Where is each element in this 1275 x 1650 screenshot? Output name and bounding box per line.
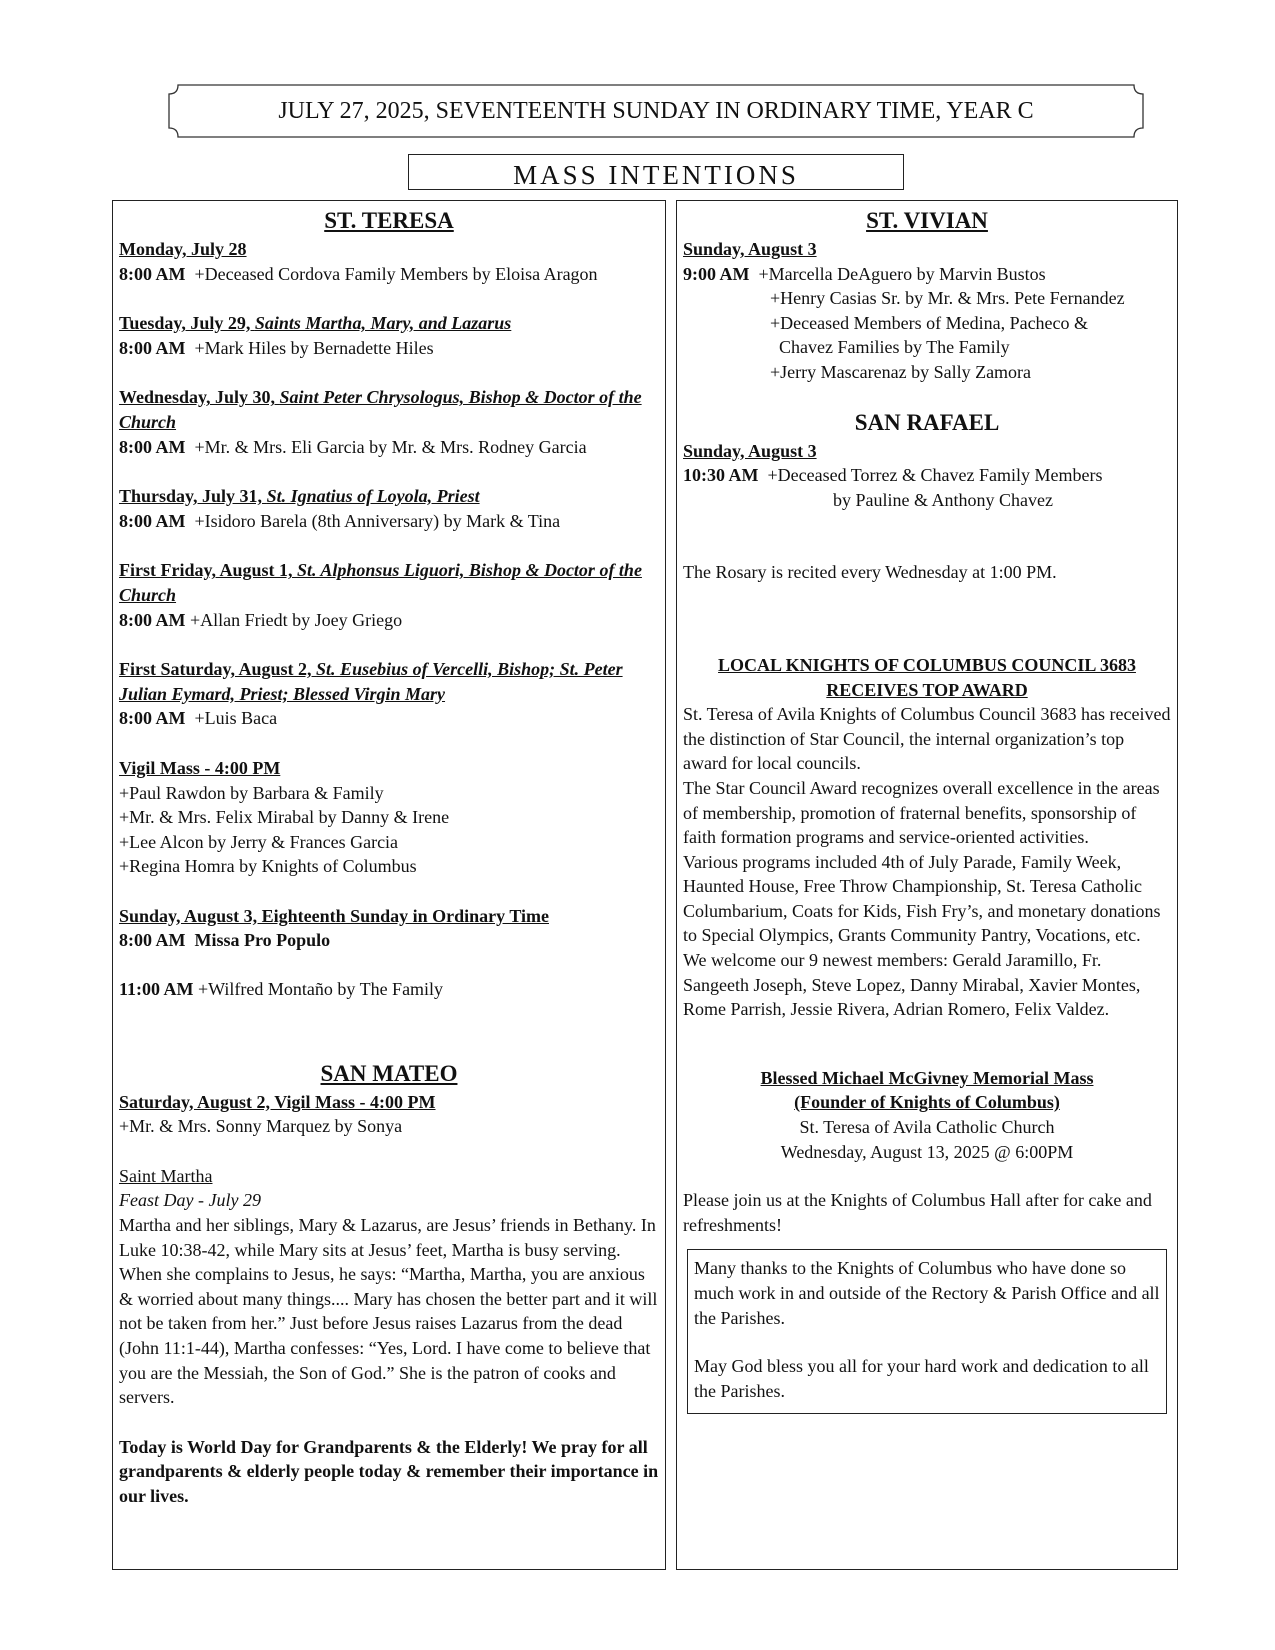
bulletin-date-title: JULY 27, 2025, SEVENTEENTH SUNDAY IN ORDINARY TIME, YEAR C [278,98,1034,124]
thursday-entry [119,484,659,533]
rosary-note: The Rosary is recited every Wednesday at 1:00 PM. [683,562,1057,583]
friday-entry [119,558,659,632]
intention: +Mr. & Mrs. Eli Garcia by Mr. & Mrs. Rodney Garcia [194,436,587,457]
san-mateo-entry [119,1090,659,1139]
st-vivian-title: ST. VIVIAN [866,208,988,233]
day-heading: Sunday, August 3, Eighteenth Sunday in Ordinary Time [119,905,549,926]
day-heading: Saturday, August 2, Vigil Mass - 4:00 PM [119,1091,436,1112]
mass-time: 8:00 AM [119,510,186,531]
day-heading: Monday, July 28 [119,239,247,259]
intention: +Henry Casias Sr. by Mr. & Mrs. Pete Fernandez [770,288,1125,309]
thanks-paragraph: May God bless you all for your hard work and dedication to all the Parishes. [694,1356,1149,1401]
intention: +Isidoro Barela (8th Anniversary) by Mark & Tina [194,510,561,531]
feast-day: Feast Day - July 29 [119,1190,261,1211]
mass-time: 11:00 AM [119,979,194,1000]
day-heading [119,484,659,509]
intention: +Regina Homra by Knights of Columbus [119,856,417,877]
memorial-title: Blessed Michael McGivney Memorial Mass [760,1067,1094,1088]
san-rafael-title: SAN RAFAEL [854,409,1000,435]
knights-paragraph: St. Teresa of Avila Knights of Columbus Council 3683 has received the distinction of Star Council, the internal organization’s top award for local councils. [683,704,1171,774]
intention: +Deceased Cordova Family Members by Eloisa Aragon [194,263,598,284]
left-column [112,200,666,1570]
mass-time: 8:00 AM [119,708,186,729]
memorial-place: St. Teresa of Avila Catholic Church [799,1117,1055,1138]
mass-time: 8:00 AM [119,337,186,358]
thanks-box [687,1249,1167,1414]
mass-time: 8:00 AM [119,436,186,457]
wednesday-entry [119,385,659,459]
sunday-entry [119,904,659,1002]
mass-time: 8:00 AM [119,930,186,951]
memorial-date: Wednesday, August 13, 2025 @ 6:00PM [780,1141,1074,1162]
day-heading [119,311,659,336]
intention: +Jerry Mascarenaz by Sally Zamora [770,361,1032,382]
intention: +Deceased Torrez & Chavez Family Members [767,465,1103,486]
feast-label: St. Ignatius of Loyola, Priest [266,486,480,507]
feast-label: Saint Peter Chrysologus, Bishop & Doctor of the Church [119,387,642,432]
mass-time: 9:00 AM [683,263,750,284]
knights-paragraph: We welcome our 9 newest members: Gerald Jaramillo, Fr. Sangeeth Joseph, Steve Lopez, Danny Mirabal, Xavier Montes, Rome Parrish, Jessie Rivera, Adrian Romero, Felix Valdez. [683,950,1141,1020]
day-label: First Saturday, August 2, [119,659,317,680]
knights-paragraph: Various programs included 4th of July Parade, Family Week, Haunted House, Free Throw Championship, St. Teresa Catholic Columbarium, Coats for Kids, Fish Fry’s, and monetary donations to Special Olympics, Grants Community Pantry, Vocations, etc. [683,851,1161,946]
day-label: Thursday, July 31, [119,486,267,507]
section-title: MASS INTENTIONS [408,154,904,190]
knights-paragraph: The Star Council Award recognizes overall excellence in the areas of membership, promotion of fraternal benefits, sponsorship of faith formation programs and service-oriented activities. [683,777,1160,848]
intention: +Wilfred Montaño by The Family [198,979,444,1000]
day-label: First Friday, August 1, [119,560,298,581]
vigil-entry [119,756,659,879]
saturday-entry [119,657,659,731]
day-heading [119,385,659,434]
memorial-invite: Please join us at the Knights of Columbus Hall after for cake and refreshments! [683,1190,1152,1235]
saint-martha-section [119,1164,659,1410]
intention: +Allan Friedt by Joey Griego [190,609,403,630]
tuesday-entry [119,311,659,360]
mass-time: 10:30 AM [683,465,759,486]
right-column [676,200,1178,1570]
knights-subtitle: RECEIVES TOP AWARD [826,679,1028,700]
mass-time: 8:00 AM [119,263,186,284]
saint-bio: Martha and her siblings, Mary & Lazarus, are Jesus’ friends in Bethany. In Luke 10:38-42, while Mary sits at Jesus’ feet, Martha is busy serving. When she complains to Jesus, he says: “Martha, Martha, you are anxious & worried about many things.... Mary has chosen the better part and it will not be taken from her.” Just before Jesus raises Lazarus from the dead (John 11:1-44), Martha confesses: “Yes, Lord. I have come to believe that you are the Messiah, the Son of God.” She is the patron of cooks and servers. [119,1215,658,1408]
mass-time: 8:00 AM [119,609,186,630]
san-mateo-title: SAN MATEO [320,1060,458,1086]
st-teresa-title: ST. TERESA [324,208,454,233]
feast-label: St. Alphonsus Liguori, Bishop & Doctor of the Church [119,560,642,605]
intention: +Mr. & Mrs. Sonny Marquez by Sonya [119,1116,403,1137]
intention: +Paul Rawdon by Barbara & Family [119,782,384,803]
day-heading [119,657,659,706]
day-label: Wednesday, July 30, [119,387,280,408]
intention: Chavez Families by The Family [779,337,1010,358]
feast-label: St. Eusebius of Vercelli, Bishop; St. Peter Julian Eymard, Priest; Blessed Virgin Mary [119,659,623,704]
intention: +Lee Alcon by Jerry & Frances Garcia [119,831,399,852]
header-banner [168,84,1144,138]
intention: +Luis Baca [194,708,278,729]
intention: +Deceased Members of Medina, Pacheco & [770,312,1089,333]
memorial-subtitle: (Founder of Knights of Columbus) [794,1092,1060,1113]
day-heading [119,558,659,607]
intention: +Mr. & Mrs. Felix Mirabal by Danny & Irene [119,807,450,828]
intention: +Marcella DeAguero by Marvin Bustos [758,263,1046,284]
day-heading: Sunday, August 3 [683,239,817,259]
thanks-paragraph: Many thanks to the Knights of Columbus who have done so much work in and outside of the Rectory & Parish Office and all the Parishes. [694,1258,1160,1328]
intention: +Mark Hiles by Bernadette Hiles [194,337,434,358]
intention: Missa Pro Populo [194,930,331,951]
day-heading: Sunday, August 3 [683,440,817,461]
day-heading: Vigil Mass - 4:00 PM [119,757,281,778]
feast-label: Saints Martha, Mary, and Lazarus [254,313,512,334]
saint-title: Saint Martha [119,1165,213,1186]
knights-title: LOCAL KNIGHTS OF COLUMBUS COUNCIL 3683 [718,654,1136,675]
intention: by Pauline & Anthony Chavez [833,489,1053,510]
grandparents-note: Today is World Day for Grandparents & the Elderly! We pray for all grandparents & elderly people today & remember their importance in our lives. [119,1436,659,1506]
monday-entry [119,237,659,286]
day-label: Tuesday, July 29, [119,313,255,334]
